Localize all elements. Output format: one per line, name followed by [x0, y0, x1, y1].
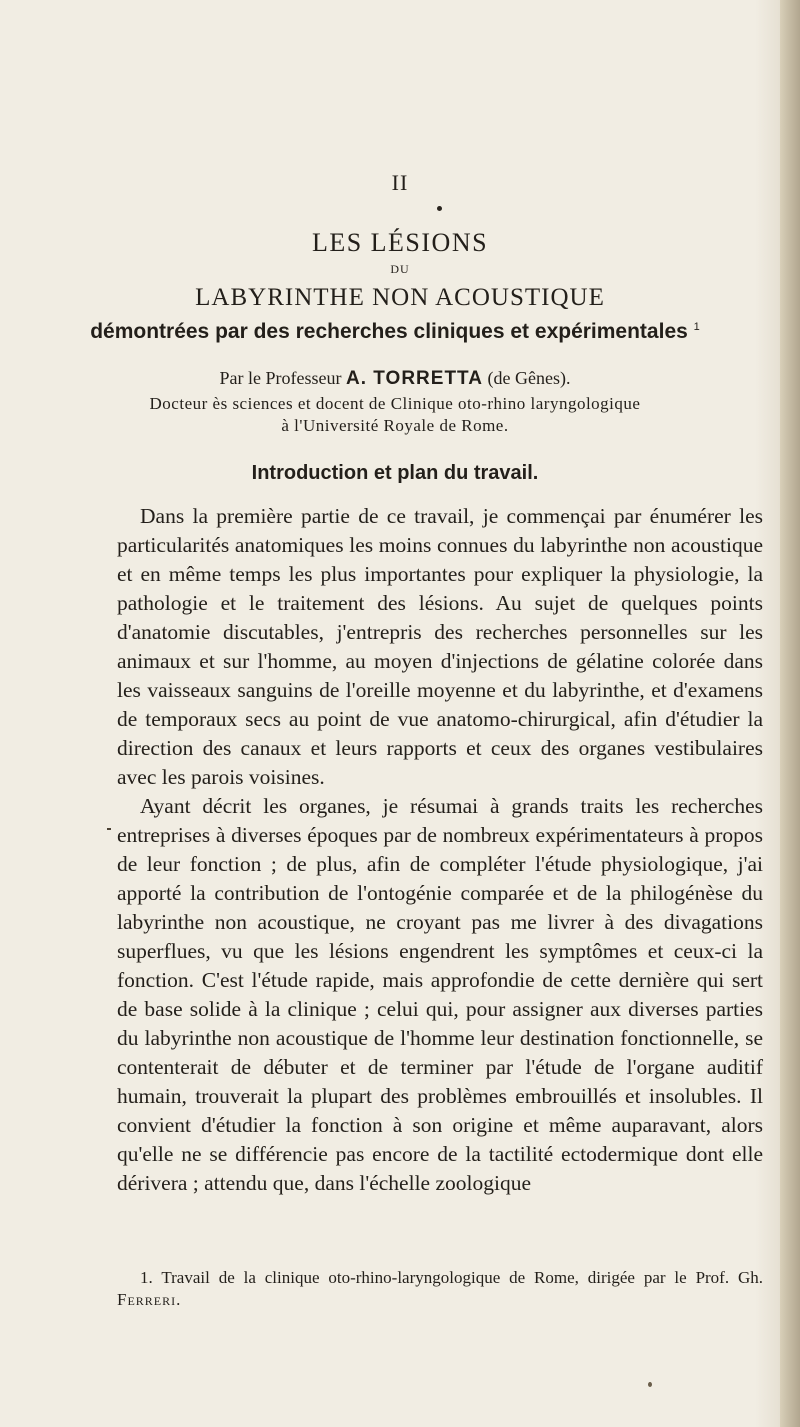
author-prefix: Par le Professeur	[219, 368, 342, 388]
footnote-number: 1.	[140, 1268, 153, 1287]
ornament-dot	[437, 206, 442, 211]
paragraph-2: Ayant décrit les organes, je résumai à grands traits les recherches entreprises à diverses époques par de nombreux expérimentateurs à propos de leur fonction ; de plus, afin de compléter l'étude physiologique, j'ai apporté la contribution de l'ontogénie comparée et de la philogénèse du labyrinthe non acoustique, ne croyant pas me livrer à des divagations superflues, vu que les lésions engendrent les symptômes et ceux-ci la fonction. C'est l'étude rapide, mais approfondie de cette dernière qui sert de base solide à la clinique ; celui qui, pour assigner aux diverses parties du labyrinthe non acoustique de l'homme leur destination fonctionnelle, se contenterait de débuter et de terminer par l'étude de l'organe auditif humain, trouverait la plupart des problèmes embrouillés et insolubles. Il convient d'étudier la fonction à son origine et même auparavant, alors qu'elle ne se différencie pas encore de la tactilité ectodermique dont elle dérivera ; attendu que, dans l'échelle zoologique	[117, 794, 763, 1195]
body-text	[117, 502, 763, 1198]
title-line-2: LABYRINTHE NON ACOUSTIQUE	[195, 284, 605, 311]
paper-speck	[107, 828, 111, 830]
author-credential-2: à l'Université Royale de Rome.	[281, 416, 509, 435]
author-credential-1: Docteur ès sciences et docent de Clinique oto-rhino laryngologique	[149, 394, 641, 413]
subtitle-text: démontrées par des recherches cliniques et expérimentales	[90, 320, 688, 343]
author-line	[0, 368, 790, 390]
section-heading: Introduction et plan du travail.	[251, 462, 539, 484]
author-name: A. TORRETTA	[346, 368, 483, 389]
author-suffix: (de Gênes).	[487, 368, 571, 388]
footnote-name: Ferreri.	[117, 1290, 182, 1309]
page-spine-shadow	[780, 0, 800, 1427]
title-du: DU	[390, 262, 410, 276]
footnote	[117, 1267, 763, 1311]
subtitle	[0, 320, 790, 344]
paragraph-1: Dans la première partie de ce travail, je commençai par énumérer les particularités anatomiques les moins connues du labyrinthe non acoustique et en même temps les plus importantes pour expliquer la physiologie, la pathologie et le traitement des lésions. Au sujet de quelques points d'anatomie discutables, j'entrepris des recherches personnelles sur les animaux et sur l'homme, au moyen d'injections de gélatine colorée dans les vaisseaux sanguins de l'oreille moyenne et du labyrinthe, et d'examens de temporaux secs au point de vue anatomo-chirurgical, afin d'étudier la direction des canaux et leurs rapports et ceux des organes vestibulaires avec les parois voisines.	[117, 504, 763, 789]
chapter-number: II	[391, 170, 409, 195]
footnote-text: Travail de la clinique oto-rhino-laryngologique de Rome, dirigée par le Prof. Gh.	[161, 1268, 763, 1287]
title-line-1: LES LÉSIONS	[311, 228, 489, 257]
paper-speck	[648, 1382, 652, 1387]
subtitle-footnote-mark: 1	[693, 321, 700, 333]
